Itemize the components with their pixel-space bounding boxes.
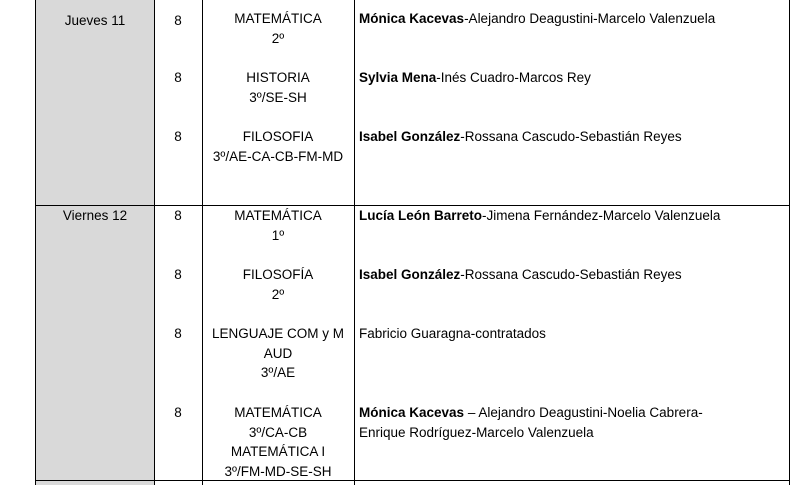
subject-line: 3º/FM-MD-SE-SH bbox=[224, 463, 332, 479]
lead-teacher: Lucía León Barreto bbox=[359, 208, 483, 223]
other-teachers: -Rossana Cascudo-Sebastián Reyes bbox=[460, 267, 682, 282]
table-border bbox=[35, 480, 790, 481]
subject-cell bbox=[202, 68, 354, 107]
teachers-cell bbox=[359, 265, 789, 285]
teachers-cell bbox=[359, 206, 789, 226]
table-border bbox=[35, 0, 36, 485]
teachers-cell bbox=[359, 127, 789, 147]
day-cell-bg bbox=[36, 206, 154, 480]
subject-line: HISTORIA bbox=[246, 70, 310, 85]
lead-teacher: Isabel González bbox=[359, 129, 461, 144]
other-teachers: – Alejandro Deagustini-Noelia Cabrera-Enrique Rodríguez-Marcelo Valenzuela bbox=[359, 405, 703, 440]
subject-cell bbox=[202, 206, 354, 245]
hours-value: 8 bbox=[174, 267, 182, 282]
subject-line: 3º/CA-CB bbox=[248, 424, 308, 440]
lead-teacher: Isabel González bbox=[359, 267, 461, 282]
subject-line: 2º bbox=[271, 286, 285, 302]
subject-cell bbox=[202, 127, 354, 166]
subject-cell bbox=[202, 403, 354, 481]
table-border bbox=[354, 0, 355, 485]
subject-line: FILOSOFIA bbox=[242, 129, 314, 144]
teachers-cell bbox=[359, 9, 789, 29]
hours-value: 8 bbox=[174, 13, 182, 28]
day-cell-bg bbox=[36, 481, 154, 485]
subject-line: FILOSOFÍA bbox=[242, 267, 314, 282]
subject-cell bbox=[202, 9, 354, 48]
subject-line: MATEMÁTICA bbox=[234, 405, 322, 420]
other-teachers: -Rossana Cascudo-Sebastián Reyes bbox=[460, 129, 682, 144]
teachers-cell bbox=[359, 68, 789, 88]
hours-value: 8 bbox=[174, 70, 182, 85]
other-teachers: Fabricio Guaragna-contratados bbox=[359, 326, 546, 341]
other-teachers: -Inés Cuadro-Marcos Rey bbox=[436, 70, 591, 85]
other-teachers: -Jimena Fernández-Marcelo Valenzuela bbox=[482, 208, 721, 223]
hours-value: 8 bbox=[174, 129, 182, 144]
subject-line: MATEMÁTICA bbox=[234, 11, 322, 26]
subject-line: LENGUAJE COM y M bbox=[211, 326, 344, 341]
subject-line: 1º bbox=[271, 227, 285, 243]
subject-line: 3º/AE bbox=[260, 365, 296, 380]
hours-value: 8 bbox=[174, 405, 182, 420]
subject-line: MATEMÁTICA bbox=[234, 208, 322, 223]
day-label: Jueves 11 bbox=[64, 13, 126, 28]
subject-line: 2º bbox=[271, 30, 285, 46]
day-cell-bg bbox=[36, 0, 154, 205]
lead-teacher: Mónica Kacevas bbox=[359, 11, 465, 26]
subject-line: MATEMÁTICA I bbox=[230, 444, 326, 459]
subject-cell bbox=[202, 265, 354, 304]
subject-cell bbox=[202, 324, 354, 383]
hours-value: 8 bbox=[174, 208, 182, 223]
teachers-cell bbox=[359, 403, 739, 442]
subject-line: 3º/SE-SH bbox=[249, 89, 307, 105]
day-label: Viernes 12 bbox=[62, 208, 128, 223]
subject-line: 3º/AE-CA-CB-FM-MD bbox=[212, 148, 344, 164]
other-teachers: -Alejandro Deagustini-Marcelo Valenzuela bbox=[464, 11, 716, 26]
table-border bbox=[789, 0, 790, 485]
lead-teacher: Mónica Kacevas bbox=[359, 405, 465, 420]
subject-line: AUD bbox=[263, 345, 293, 361]
lead-teacher: Sylvia Mena bbox=[359, 70, 437, 85]
teachers-cell bbox=[359, 324, 789, 344]
hours-value: 8 bbox=[174, 326, 182, 341]
